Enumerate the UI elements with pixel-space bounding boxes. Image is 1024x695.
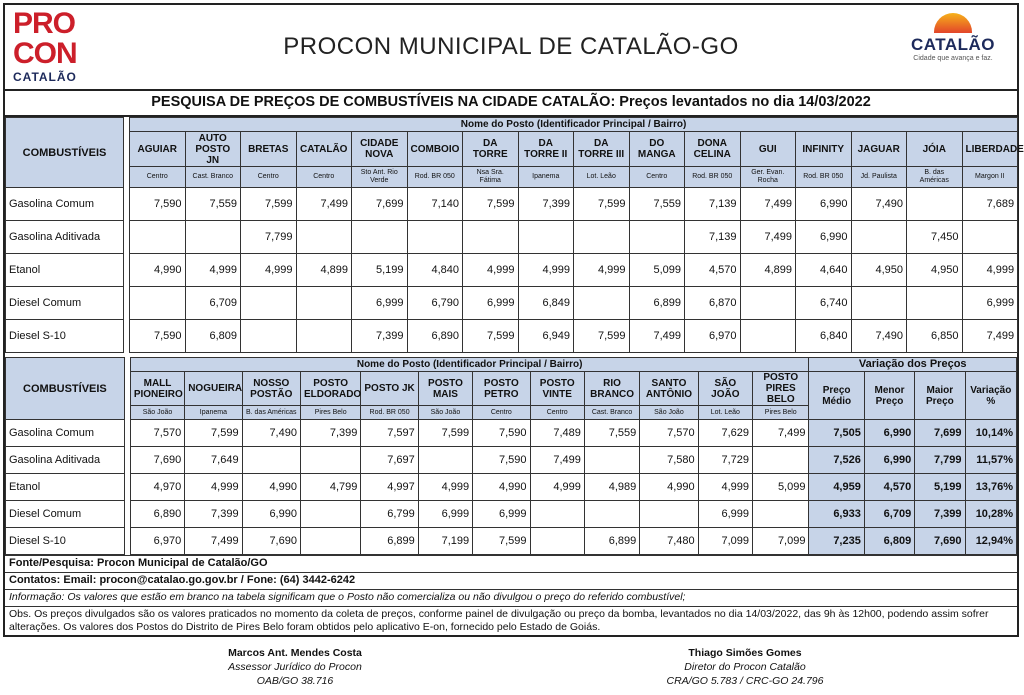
- price-cell: 7,399: [185, 501, 242, 528]
- price-cell: 4,640: [796, 254, 852, 287]
- station-name: INFINITY: [796, 132, 852, 167]
- price-cell: 4,899: [740, 254, 796, 287]
- price-cell: 4,999: [418, 474, 472, 501]
- station-area: Rod. BR 050: [796, 167, 852, 188]
- station-area: Centro: [130, 167, 186, 188]
- table-row: [6, 420, 1017, 447]
- station-name: MALL PIONEIRO: [130, 372, 184, 406]
- price-cell: 4,999: [185, 474, 242, 501]
- price-cell: 4,899: [296, 254, 352, 287]
- station-area: Nsa Sra. Fátima: [463, 167, 519, 188]
- price-cell: 7,099: [753, 528, 809, 555]
- station-name: BRETAS: [241, 132, 297, 167]
- price-cell: [907, 188, 963, 221]
- stat-header: Maior Preço: [915, 372, 965, 420]
- price-cell: [241, 286, 297, 319]
- city-logo-tagline: Cidade que avança e faz.: [913, 55, 993, 62]
- price-cell: [753, 501, 809, 528]
- station-name: AGUIAR: [130, 132, 186, 167]
- price-cell: [962, 221, 1018, 254]
- price-cell: 7,697: [361, 447, 418, 474]
- stat-cell: 7,235: [809, 528, 864, 555]
- document-frame: [3, 3, 1024, 637]
- price-cell: 6,840: [796, 319, 852, 352]
- station-area: Rod. BR 050: [407, 167, 463, 188]
- price-cell: 6,949: [518, 319, 574, 352]
- station-name: SÃO JOÃO: [698, 372, 752, 406]
- price-cell: 7,599: [463, 188, 519, 221]
- price-cell: 7,649: [185, 447, 242, 474]
- stat-header: Variação %: [965, 372, 1016, 420]
- price-cell: 4,990: [640, 474, 698, 501]
- price-cell: 7,490: [242, 420, 300, 447]
- price-cell: 7,580: [640, 447, 698, 474]
- station-name: DONA CELINA: [685, 132, 741, 167]
- price-cell: 4,990: [473, 474, 530, 501]
- stat-cell: 7,505: [809, 420, 864, 447]
- price-cell: 7,399: [352, 319, 408, 352]
- station-name: POSTO ELDORADO: [300, 372, 360, 406]
- station-name: SANTO ANTÔNIO: [640, 372, 698, 406]
- price-cell: 7,399: [518, 188, 574, 221]
- price-cell: 4,999: [185, 254, 241, 287]
- price-cell: 6,809: [185, 319, 241, 352]
- price-cell: 6,999: [698, 501, 752, 528]
- table-row: [6, 286, 1018, 319]
- price-cell: 7,590: [473, 420, 530, 447]
- fuel-label: Etanol: [6, 254, 124, 287]
- station-area: Centro: [241, 167, 297, 188]
- fuel-label: Diesel Comum: [6, 286, 124, 319]
- price-cell: 7,597: [361, 420, 418, 447]
- station-name: CIDADE NOVA: [352, 132, 408, 167]
- station-area: Cast. Branco: [584, 406, 639, 420]
- station-name: POSTO VINTE: [530, 372, 584, 406]
- price-cell: 4,999: [518, 254, 574, 287]
- signature-role: Diretor do Procon Catalão: [684, 661, 806, 673]
- table-row: [6, 188, 1018, 221]
- station-name: DA TORRE: [463, 132, 519, 167]
- fuel-label: Etanol: [6, 474, 125, 501]
- price-cell: [851, 286, 907, 319]
- station-group-header: Nome do Posto (Identificador Principal / Bairro): [130, 118, 1018, 132]
- stat-cell: 13,76%: [965, 474, 1016, 501]
- signature-name: Marcos Ant. Mendes Costa: [228, 647, 362, 659]
- price-cell: 4,997: [361, 474, 418, 501]
- station-name: DA TORRE II: [518, 132, 574, 167]
- price-cell: [530, 501, 584, 528]
- price-cell: [463, 221, 519, 254]
- fuel-label: Gasolina Aditivada: [6, 447, 125, 474]
- price-cell: [300, 501, 360, 528]
- station-name: POSTO PIRES BELO: [753, 372, 809, 406]
- price-cell: 4,840: [407, 254, 463, 287]
- price-cell: 6,890: [130, 501, 184, 528]
- price-cell: 6,709: [185, 286, 241, 319]
- price-cell: 4,950: [907, 254, 963, 287]
- price-cell: 7,559: [584, 420, 639, 447]
- price-cell: 6,890: [407, 319, 463, 352]
- stat-cell: 6,709: [864, 501, 914, 528]
- stat-cell: 6,990: [864, 447, 914, 474]
- table-row: [6, 447, 1017, 474]
- price-cell: 7,599: [574, 188, 630, 221]
- station-area: Lot. Leão: [574, 167, 630, 188]
- price-table-2: [5, 357, 1017, 555]
- survey-subtitle: PESQUISA DE PREÇOS DE COMBUSTÍVEIS NA CIDADE CATALÃO: Preços levantados no dia 14/03/2022: [5, 89, 1017, 117]
- fuel-label: Gasolina Comum: [6, 188, 124, 221]
- price-cell: 4,999: [698, 474, 752, 501]
- price-cell: 7,590: [130, 188, 186, 221]
- signature-left: [190, 646, 400, 688]
- table-row: [6, 254, 1018, 287]
- table-row: [6, 221, 1018, 254]
- stat-cell: 6,990: [864, 420, 914, 447]
- signature-right: [640, 646, 850, 688]
- price-cell: [740, 286, 796, 319]
- price-cell: [241, 319, 297, 352]
- station-area: Sto Ant. Rio Verde: [352, 167, 408, 188]
- station-name: RIO BRANCO: [584, 372, 639, 406]
- price-cell: [296, 319, 352, 352]
- price-cell: [296, 221, 352, 254]
- station-area: Ipanema: [518, 167, 574, 188]
- price-cell: [629, 221, 685, 254]
- price-cell: 7,570: [640, 420, 698, 447]
- station-area: B. das Américas: [242, 406, 300, 420]
- table-row: [6, 501, 1017, 528]
- price-cell: 7,599: [473, 528, 530, 555]
- station-name: POSTO MAIS: [418, 372, 472, 406]
- station-area: Pires Belo: [300, 406, 360, 420]
- price-cell: 6,999: [418, 501, 472, 528]
- price-cell: 6,899: [361, 528, 418, 555]
- fuel-label: Gasolina Aditivada: [6, 221, 124, 254]
- price-cell: 7,690: [242, 528, 300, 555]
- price-cell: 4,989: [584, 474, 639, 501]
- price-cell: 6,970: [130, 528, 184, 555]
- price-cell: [574, 221, 630, 254]
- price-cell: 4,999: [530, 474, 584, 501]
- price-cell: 7,499: [740, 221, 796, 254]
- price-cell: 4,990: [130, 254, 186, 287]
- price-cell: 5,099: [753, 474, 809, 501]
- price-cell: [907, 286, 963, 319]
- price-cell: 6,990: [796, 221, 852, 254]
- price-cell: [530, 528, 584, 555]
- station-name: DA TORRE III: [574, 132, 630, 167]
- price-cell: 7,599: [185, 420, 242, 447]
- price-cell: 4,999: [574, 254, 630, 287]
- price-cell: [185, 221, 241, 254]
- price-cell: 7,599: [241, 188, 297, 221]
- station-name: POSTO JK: [361, 372, 418, 406]
- price-cell: 7,699: [352, 188, 408, 221]
- price-cell: 7,629: [698, 420, 752, 447]
- station-area: Rod. BR 050: [361, 406, 418, 420]
- fuel-column-header: COMBUSTÍVEIS: [6, 358, 125, 420]
- table-row: [6, 319, 1018, 352]
- station-name: AUTO POSTO JN: [185, 132, 241, 167]
- price-cell: [740, 319, 796, 352]
- fuel-label: Diesel S-10: [6, 319, 124, 352]
- price-cell: 7,399: [300, 420, 360, 447]
- price-cell: 4,970: [130, 474, 184, 501]
- table-row: [6, 474, 1017, 501]
- station-area: Rod. BR 050: [685, 167, 741, 188]
- logo-line-pro: PRO: [13, 7, 76, 40]
- price-cell: 6,740: [796, 286, 852, 319]
- price-cell: 6,899: [629, 286, 685, 319]
- price-cell: 5,199: [352, 254, 408, 287]
- price-cell: 6,799: [361, 501, 418, 528]
- footer-info: Informação: Os valores que estão em branco na tabela significam que o Posto não comercializa ou não divulgou o preço do referido combustível;: [5, 589, 1017, 604]
- station-name: JÓIA: [907, 132, 963, 167]
- station-area: Lot. Leão: [698, 406, 752, 420]
- stat-cell: 5,199: [915, 474, 965, 501]
- stat-cell: 7,690: [915, 528, 965, 555]
- price-cell: 7,499: [629, 319, 685, 352]
- catalao-city-logo: [903, 13, 1003, 83]
- header: [5, 5, 1017, 91]
- price-cell: [518, 221, 574, 254]
- price-cell: [851, 221, 907, 254]
- price-cell: [584, 447, 639, 474]
- stat-cell: 7,699: [915, 420, 965, 447]
- station-area: Pires Belo: [753, 406, 809, 420]
- price-cell: [584, 501, 639, 528]
- price-cell: 6,849: [518, 286, 574, 319]
- station-area: Centro: [629, 167, 685, 188]
- footer-obs: Obs. Os preços divulgados são os valores praticados no momento da coleta de preços, conforme painel de divulgação ou preço da bomba, levantados no dia 14/03/2022, das 9h às 12h00, podendo assim sofrer alterações. Os valores dos Postos do Distrito de Pires Belo foram obtidos pelo aplicativo E-on, fornecido pelo Estado de Goiás.: [5, 606, 1017, 635]
- price-cell: 7,499: [962, 319, 1018, 352]
- station-name: COMBOIO: [407, 132, 463, 167]
- price-cell: 7,599: [463, 319, 519, 352]
- price-cell: [300, 528, 360, 555]
- price-cell: 7,450: [907, 221, 963, 254]
- price-cell: 6,999: [352, 286, 408, 319]
- fuel-label: Gasolina Comum: [6, 420, 125, 447]
- station-name: JAGUAR: [851, 132, 907, 167]
- stat-cell: 10,14%: [965, 420, 1016, 447]
- station-name: NOSSO POSTÃO: [242, 372, 300, 406]
- price-cell: 4,990: [242, 474, 300, 501]
- station-area: Jd. Paulista: [851, 167, 907, 188]
- station-area: Centro: [296, 167, 352, 188]
- price-cell: [640, 501, 698, 528]
- station-area: Centro: [473, 406, 530, 420]
- price-cell: 7,489: [530, 420, 584, 447]
- signature-registration: CRA/GO 5.783 / CRC-GO 24.796: [666, 675, 824, 687]
- stat-header: Menor Preço: [864, 372, 914, 420]
- price-cell: 6,999: [962, 286, 1018, 319]
- signature-registration: OAB/GO 38.716: [256, 675, 334, 687]
- station-name: POSTO PETRO: [473, 372, 530, 406]
- price-cell: 4,999: [962, 254, 1018, 287]
- price-cell: 6,790: [407, 286, 463, 319]
- station-area: São João: [640, 406, 698, 420]
- logo-line-con: CON: [13, 37, 77, 70]
- price-cell: 7,499: [296, 188, 352, 221]
- price-cell: [352, 221, 408, 254]
- station-area: São João: [418, 406, 472, 420]
- price-table-1: [5, 117, 1024, 353]
- price-cell: [407, 221, 463, 254]
- price-cell: [130, 221, 186, 254]
- signature-name: Thiago Simões Gomes: [688, 647, 802, 659]
- stat-cell: 11,57%: [965, 447, 1016, 474]
- station-name: CATALÃO: [296, 132, 352, 167]
- stat-cell: 6,809: [864, 528, 914, 555]
- station-name: GUI: [740, 132, 796, 167]
- price-cell: 4,950: [851, 254, 907, 287]
- stat-cell: 7,799: [915, 447, 965, 474]
- price-cell: 6,970: [685, 319, 741, 352]
- price-cell: 6,899: [584, 528, 639, 555]
- price-cell: [574, 286, 630, 319]
- page-title: PROCON MUNICIPAL DE CATALÃO-GO: [283, 33, 739, 60]
- station-name: NOGUEIRA: [185, 372, 242, 406]
- price-cell: 7,559: [185, 188, 241, 221]
- price-cell: 7,729: [698, 447, 752, 474]
- price-cell: [418, 447, 472, 474]
- price-cell: 7,690: [130, 447, 184, 474]
- price-cell: 7,199: [418, 528, 472, 555]
- price-cell: 6,999: [473, 501, 530, 528]
- stat-header: Preço Médio: [809, 372, 864, 420]
- fuel-column-header: COMBUSTÍVEIS: [6, 118, 124, 188]
- station-area: Ger. Evan. Rocha: [740, 167, 796, 188]
- price-cell: 7,559: [629, 188, 685, 221]
- station-group-header: Nome do Posto (Identificador Principal / Bairro): [130, 358, 809, 372]
- price-cell: 4,799: [300, 474, 360, 501]
- stat-cell: 7,526: [809, 447, 864, 474]
- price-cell: 7,599: [418, 420, 472, 447]
- price-cell: 7,590: [130, 319, 186, 352]
- stat-cell: 4,959: [809, 474, 864, 501]
- price-cell: [296, 286, 352, 319]
- price-cell: [753, 447, 809, 474]
- stat-cell: 7,399: [915, 501, 965, 528]
- sun-icon: [934, 13, 972, 33]
- price-cell: 6,870: [685, 286, 741, 319]
- price-cell: 7,499: [530, 447, 584, 474]
- station-area: São João: [130, 406, 184, 420]
- signature-role: Assessor Jurídico do Procon: [228, 661, 362, 673]
- price-variation-header: Variação dos Preços: [809, 358, 1017, 372]
- price-cell: 7,480: [640, 528, 698, 555]
- city-logo-name: CATALÃO: [910, 35, 996, 54]
- price-cell: 7,139: [685, 221, 741, 254]
- price-cell: 5,099: [629, 254, 685, 287]
- price-cell: 6,850: [907, 319, 963, 352]
- price-cell: 7,139: [685, 188, 741, 221]
- station-area: B. das Américas: [907, 167, 963, 188]
- price-cell: 6,999: [463, 286, 519, 319]
- price-cell: 7,799: [241, 221, 297, 254]
- fuel-label: Diesel S-10: [6, 528, 125, 555]
- stat-cell: 12,94%: [965, 528, 1016, 555]
- logo-line-city: CATALÃO: [13, 70, 77, 84]
- station-area: Margon II: [962, 167, 1018, 188]
- price-cell: 7,499: [185, 528, 242, 555]
- price-cell: 7,140: [407, 188, 463, 221]
- price-cell: 4,999: [241, 254, 297, 287]
- price-cell: 6,990: [242, 501, 300, 528]
- price-cell: 7,099: [698, 528, 752, 555]
- stat-cell: 6,933: [809, 501, 864, 528]
- footer-contacts: Contatos: Email: procon@catalao.go.gov.br / Fone: (64) 3442-6242: [5, 572, 1017, 587]
- price-cell: 7,490: [851, 319, 907, 352]
- price-cell: 7,590: [473, 447, 530, 474]
- station-area: Centro: [530, 406, 584, 420]
- stat-cell: 10,28%: [965, 501, 1016, 528]
- station-name: LIBERDADE: [962, 132, 1018, 167]
- price-cell: 7,490: [851, 188, 907, 221]
- price-cell: [300, 447, 360, 474]
- price-cell: 6,990: [796, 188, 852, 221]
- station-area: Ipanema: [185, 406, 242, 420]
- price-cell: 4,999: [463, 254, 519, 287]
- price-cell: 7,599: [574, 319, 630, 352]
- price-cell: [242, 447, 300, 474]
- price-cell: 7,499: [753, 420, 809, 447]
- footer-source: Fonte/Pesquisa: Procon Municipal de Catalão/GO: [5, 555, 1017, 570]
- price-cell: [130, 286, 186, 319]
- station-name: DO MANGA: [629, 132, 685, 167]
- price-cell: 4,570: [685, 254, 741, 287]
- stat-cell: 4,570: [864, 474, 914, 501]
- station-area: Cast. Branco: [185, 167, 241, 188]
- table-row: [6, 528, 1017, 555]
- price-cell: 7,499: [740, 188, 796, 221]
- price-cell: 7,689: [962, 188, 1018, 221]
- price-cell: 7,570: [130, 420, 184, 447]
- fuel-label: Diesel Comum: [6, 501, 125, 528]
